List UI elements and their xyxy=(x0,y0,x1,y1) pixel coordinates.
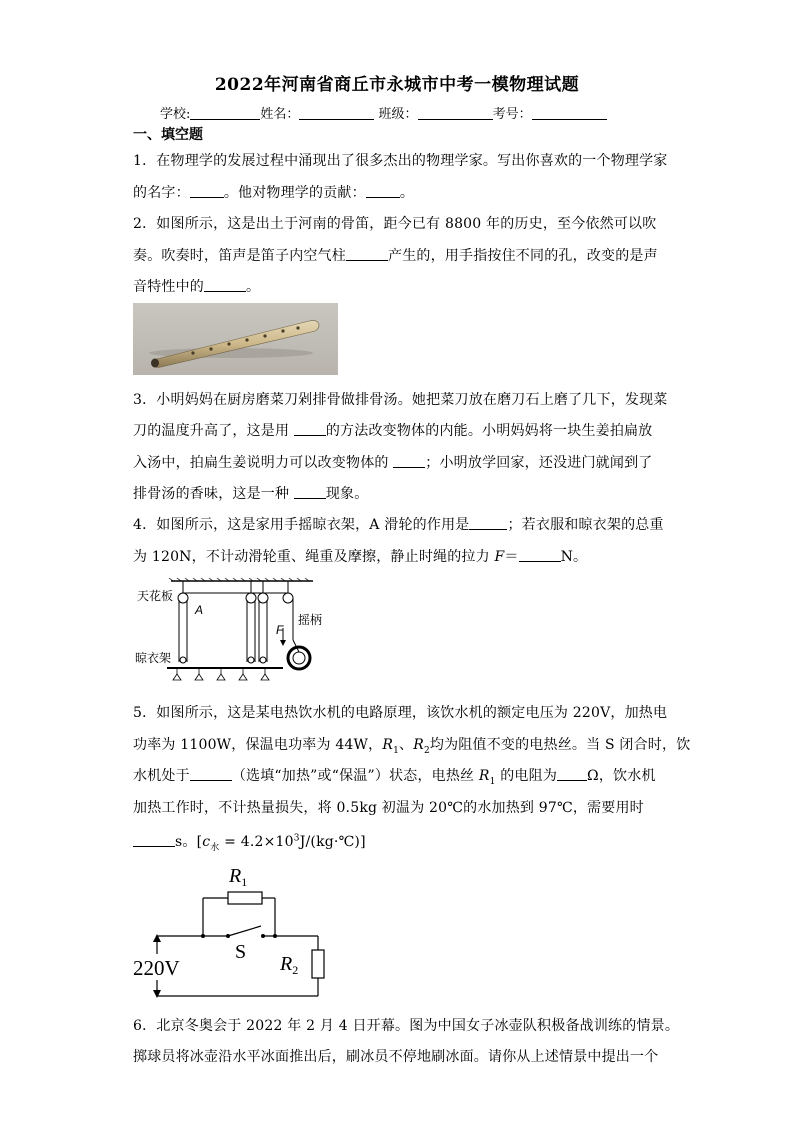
q4-text-a: 4．如图所示，这是家用手摇晾衣架，A 滑轮的作用是 xyxy=(133,517,470,533)
q5-line5 xyxy=(133,831,366,853)
q5-c-symbol: c xyxy=(202,834,211,850)
q3-blank-3[interactable] xyxy=(294,486,326,499)
q5-r1-symbol-2: R xyxy=(478,768,490,784)
q4-blank-2[interactable] xyxy=(519,549,561,562)
q1-text-a: 的名字： xyxy=(133,185,190,201)
q5-r2-sub: 2 xyxy=(423,745,430,756)
q5-sep: 、 xyxy=(399,737,414,753)
q5-line3 xyxy=(133,765,656,787)
q2-text-b: 产生的，用手指按住不同的孔，改变的是声 xyxy=(388,248,658,264)
q6-line2: 掷球员将冰壶沿水平冰面推出后，刷冰员不停地刷冰面。请你从上述情景中提出一个 xyxy=(133,1049,659,1065)
q1-line2 xyxy=(133,182,414,202)
q3-text-f: 现象。 xyxy=(325,486,369,502)
q3-text-d: ；小明放学回家，还没进门就闻到了 xyxy=(425,455,653,471)
q5-blank-2[interactable] xyxy=(557,768,587,781)
r1-label: $R_1$ xyxy=(229,865,248,889)
number-label: 考号： xyxy=(492,107,532,122)
q2-blank-2[interactable] xyxy=(204,279,246,292)
q5-r1-symbol: R xyxy=(382,737,394,753)
paper-title: 2022年河南省商丘市永城市中考一模物理试题 xyxy=(214,75,580,95)
q5-text-e: 的电阻为 xyxy=(495,768,558,784)
q3-blank-2[interactable] xyxy=(393,455,425,468)
q1-line1: 1．在物理学的发展过程中涌现出了很多杰出的物理学家。写出你喜欢的一个物理学家 xyxy=(133,153,668,169)
q5-r1-sub-2: 1 xyxy=(489,776,496,787)
q5-line4: 加热工作时，不计热量损失，将 0.5kg 初温为 20℃的水加热到 97℃，需要用时 xyxy=(133,800,644,816)
q2-text-d: 。 xyxy=(246,279,261,295)
school-blank[interactable] xyxy=(190,106,260,120)
q2-text-c: 音特性中的 xyxy=(133,279,204,295)
q2-text-a: 奏。吹奏时，笛声是笛子内空气柱 xyxy=(133,248,346,264)
q4-force-symbol: F xyxy=(494,549,505,565)
q3-line2 xyxy=(133,420,652,440)
r2-label: $R_2$ xyxy=(280,953,299,977)
q1-text-b: 。他对物理学的贡献： xyxy=(223,185,366,201)
q5-line1: 5．如图所示，这是某电热饮水机的电路原理，该饮水机的额定电压为 220V，加热电 xyxy=(133,705,668,721)
q5-line2 xyxy=(133,734,690,756)
name-blank[interactable] xyxy=(299,106,374,120)
voltage-label: 220V xyxy=(133,956,180,980)
q5-blank-3[interactable] xyxy=(133,834,175,847)
q5-text-d: （选填“加热”或“保温”）状态，电热丝 xyxy=(231,768,479,784)
student-info-line xyxy=(160,103,607,122)
force-f-label: F xyxy=(276,623,284,637)
q3-line1: 3．小明妈妈在厨房磨菜刀剁排骨做排骨汤。她把菜刀放在磨刀石上磨了几下，发现菜 xyxy=(133,392,668,408)
q3-line4 xyxy=(133,483,368,503)
name-label: 姓名： xyxy=(260,107,300,122)
q4-text-b: ；若衣服和晾衣架的总重 xyxy=(507,517,664,533)
circuit-diagram xyxy=(133,858,333,1003)
q5-text-c: 水机处于 xyxy=(133,768,190,784)
q3-text-a: 刀的温度升高了，这是用 xyxy=(133,423,290,439)
q5-text-b: 均为阻值不变的电热丝。当 S 闭合时，饮 xyxy=(429,737,691,753)
switch-label: S xyxy=(235,941,247,963)
q3-text-c: 入汤中，拍扁生姜说明力可以改变物体的 xyxy=(133,455,389,471)
bone-flute-photo xyxy=(133,303,338,375)
q5-text-f: Ω，饮水机 xyxy=(587,768,656,784)
q2-line3 xyxy=(133,276,260,296)
q5-text-g: s。[ xyxy=(175,834,203,850)
q5-exponent: 3 xyxy=(293,833,300,844)
clothes-rack-diagram xyxy=(133,578,333,693)
q4-text-c: 为 120N，不计动滑轮重、绳重及摩擦，静止时绳的拉力 xyxy=(133,549,495,565)
number-blank[interactable] xyxy=(532,106,607,120)
class-blank[interactable] xyxy=(418,106,493,120)
q1-blank-1[interactable] xyxy=(190,185,224,198)
q1-blank-2[interactable] xyxy=(366,185,400,198)
q4-line1 xyxy=(133,514,664,534)
q4-line2 xyxy=(133,546,587,566)
q2-blank-1[interactable] xyxy=(346,248,388,261)
crank-label: 摇柄 xyxy=(298,613,323,627)
q5-blank-1[interactable] xyxy=(190,768,232,781)
school-label: 学校: xyxy=(160,107,191,122)
rack-label: 晾衣架 xyxy=(135,651,172,665)
q3-text-e: 排骨汤的香味，这是一种 xyxy=(133,486,290,502)
q5-r1-sub: 1 xyxy=(393,745,400,756)
q5-text-a: 功率为 1100W，保温电功率为 44W， xyxy=(133,737,383,753)
q1-text-c: 。 xyxy=(399,185,415,201)
q6-line1: 6．北京冬奥会于 2022 年 2 月 4 日开幕。图为中国女子冰壶队积极备战训练的情景。 xyxy=(133,1018,680,1034)
q2-line1: 2．如图所示，这是出土于河南的骨笛，距今已有 8800 年的历史，至今依然可以吹 xyxy=(133,216,657,232)
class-label: 班级： xyxy=(378,107,418,122)
ceiling-label: 天花板 xyxy=(137,589,174,603)
q3-blank-1[interactable] xyxy=(294,423,326,436)
pulley-a-label: A xyxy=(195,603,204,617)
q5-text-i: J/(kg·℃)] xyxy=(299,834,366,850)
q5-c-sub: 水 xyxy=(210,842,220,853)
q3-line3 xyxy=(133,452,652,472)
q5-text-h: = 4.2×10 xyxy=(219,834,294,850)
section-heading: 一、填空题 xyxy=(133,127,203,143)
q4-unit: N。 xyxy=(560,549,588,565)
q2-line2 xyxy=(133,245,658,265)
q4-equals: ＝ xyxy=(504,549,519,565)
q5-r2-symbol: R xyxy=(413,737,424,753)
q3-text-b: 的方法改变物体的内能。小明妈妈将一块生姜拍扁放 xyxy=(325,423,653,439)
q4-blank-1[interactable] xyxy=(469,517,507,530)
